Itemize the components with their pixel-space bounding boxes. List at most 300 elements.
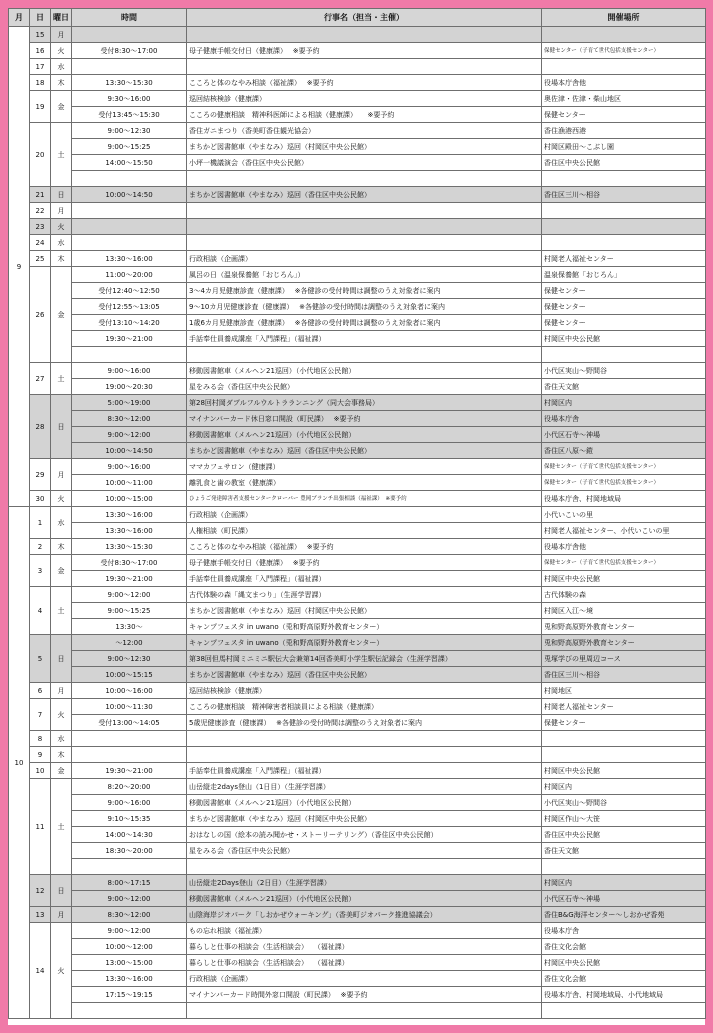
table-row xyxy=(9,635,706,651)
time-cell: 17:15～19:15 xyxy=(72,987,187,1003)
venue-cell: 役場本庁舎 xyxy=(542,411,706,427)
table-row xyxy=(9,267,706,283)
time-cell: 9:00～16:00 xyxy=(72,363,187,379)
table-row xyxy=(9,571,706,587)
event-cell: 移動図書館車（メルヘン21巡回）（小代地区公民館） xyxy=(187,795,542,811)
weekday-cell: 水 xyxy=(51,507,72,539)
event-cell: 行政相談（企画課） xyxy=(187,971,542,987)
table-row xyxy=(9,491,706,507)
month-cell: 10 xyxy=(9,507,30,1019)
table-row xyxy=(9,715,706,731)
time-cell: 13:30～16:00 xyxy=(72,507,187,523)
table-row xyxy=(9,843,706,859)
time-cell: 13:30～16:00 xyxy=(72,523,187,539)
time-cell: 13:30～16:00 xyxy=(72,251,187,267)
table-row xyxy=(9,875,706,891)
event-cell: キャンプフェスタ in uwano（兎和野高原野外教育センター） xyxy=(187,635,542,651)
day-cell: 23 xyxy=(30,219,51,235)
weekday-cell: 火 xyxy=(51,923,72,1019)
time-cell: 10:00～11:00 xyxy=(72,475,187,491)
time-cell: 受付13:10～14:20 xyxy=(72,315,187,331)
table-row xyxy=(9,731,706,747)
time-cell: 10:00～16:00 xyxy=(72,683,187,699)
time-cell: 19:30～21:00 xyxy=(72,331,187,347)
table-row xyxy=(9,555,706,571)
day-cell: 15 xyxy=(30,27,51,43)
event-cell: 人権相談（町民課） xyxy=(187,523,542,539)
day-cell: 30 xyxy=(30,491,51,507)
venue-cell: 香住区中央公民館 xyxy=(542,155,706,171)
table-row xyxy=(9,107,706,123)
venue-cell: 小代区石寺～神場 xyxy=(542,427,706,443)
time-cell: 13:30～15:30 xyxy=(72,75,187,91)
time-cell: 10:00～14:50 xyxy=(72,443,187,459)
table-row xyxy=(9,667,706,683)
venue-cell: 香住B&G海洋センター～しおかぜ香苑 xyxy=(542,907,706,923)
venue-cell: 役場本庁舎、村岡地域局 xyxy=(542,491,706,507)
venue-cell: 兎和野高原野外教育センター xyxy=(542,635,706,651)
venue-cell: 村岡区中央公民館 xyxy=(542,571,706,587)
event-cell: 1歳6カ月児健康診査（健康課） ※各健診の受付時間は調整のうえ対象者に案内 xyxy=(187,315,542,331)
day-cell: 5 xyxy=(30,635,51,683)
venue-cell: 小代区石寺～神場 xyxy=(542,891,706,907)
table-row xyxy=(9,395,706,411)
venue-cell xyxy=(542,219,706,235)
time-cell: 9:00～12:00 xyxy=(72,587,187,603)
event-cell: まちかど図書館車（やまなみ）巡回（村岡区中央公民館） xyxy=(187,811,542,827)
day-cell: 1 xyxy=(30,507,51,539)
venue-cell: 小代区実山～野間谷 xyxy=(542,795,706,811)
venue-cell xyxy=(542,59,706,75)
weekday-cell: 日 xyxy=(51,875,72,907)
weekday-cell: 土 xyxy=(51,587,72,635)
time-cell xyxy=(72,219,187,235)
time-cell: 9:00～12:00 xyxy=(72,427,187,443)
table-row xyxy=(9,331,706,347)
venue-cell: 役場本庁舎他 xyxy=(542,75,706,91)
event-cell: もの忘れ相談（福祉課） xyxy=(187,923,542,939)
weekday-cell: 金 xyxy=(51,91,72,123)
day-cell: 22 xyxy=(30,203,51,219)
day-cell: 14 xyxy=(30,923,51,1019)
day-cell: 17 xyxy=(30,59,51,75)
day-cell: 9 xyxy=(30,747,51,763)
time-cell: 9:00～12:00 xyxy=(72,923,187,939)
day-cell: 12 xyxy=(30,875,51,907)
table-row xyxy=(9,203,706,219)
time-cell: 8:20～20:00 xyxy=(72,779,187,795)
time-cell xyxy=(72,203,187,219)
time-cell: 5:00～19:00 xyxy=(72,395,187,411)
time-cell: 9:00～15:25 xyxy=(72,603,187,619)
venue-cell: 村岡老人福祉センター xyxy=(542,699,706,715)
venue-cell xyxy=(542,235,706,251)
table-row xyxy=(9,27,706,43)
table-row xyxy=(9,315,706,331)
header-day: 日 xyxy=(30,9,51,27)
time-cell: 14:00～14:30 xyxy=(72,827,187,843)
time-cell: 受付13:00～14:05 xyxy=(72,715,187,731)
time-cell: 19:30～21:00 xyxy=(72,763,187,779)
table-row xyxy=(9,891,706,907)
venue-cell: 兎和野高原野外教育センター xyxy=(542,619,706,635)
time-cell: 9:00～16:00 xyxy=(72,459,187,475)
header-event: 行事名（担当・主催） xyxy=(187,9,542,27)
table-row xyxy=(9,987,706,1003)
time-cell xyxy=(72,1003,187,1019)
table-row xyxy=(9,939,706,955)
event-cell: 5歳児健康診査（健康課） ※各健診の受付時間は調整のうえ対象者に案内 xyxy=(187,715,542,731)
time-cell: 9:00～12:00 xyxy=(72,891,187,907)
event-cell: 行政相談（企画課） xyxy=(187,251,542,267)
day-cell: 11 xyxy=(30,779,51,875)
time-cell: 10:00～15:00 xyxy=(72,491,187,507)
weekday-cell: 木 xyxy=(51,747,72,763)
day-cell: 25 xyxy=(30,251,51,267)
day-cell: 18 xyxy=(30,75,51,91)
venue-cell: 保健センター xyxy=(542,107,706,123)
event-cell xyxy=(187,27,542,43)
event-cell: 母子健康手帳交付日（健康課） ※要予約 xyxy=(187,43,542,59)
venue-cell: 村岡区内 xyxy=(542,395,706,411)
venue-cell: 香住区中央公民館 xyxy=(542,827,706,843)
venue-cell: 役場本庁舎 xyxy=(542,923,706,939)
venue-cell: 香住文化会館 xyxy=(542,939,706,955)
table-row xyxy=(9,91,706,107)
time-cell: 13:30～15:30 xyxy=(72,539,187,555)
event-cell: マイナンバーカード時間外窓口開設（町民課） ※要予約 xyxy=(187,987,542,1003)
weekday-cell: 水 xyxy=(51,59,72,75)
day-cell: 27 xyxy=(30,363,51,395)
venue-cell xyxy=(542,171,706,187)
event-cell: 第38回但馬村岡ミニミニ駅伝大会兼第14回香美町小学生駅伝記録会（生涯学習課） xyxy=(187,651,542,667)
event-cell: 山陰海岸ジオパーク「しおかぜウォーキング」（香美町ジオパーク推進協議会） xyxy=(187,907,542,923)
event-cell xyxy=(187,203,542,219)
venue-cell xyxy=(542,747,706,763)
event-cell: 母子健康手帳交付日（健康課） ※要予約 xyxy=(187,555,542,571)
event-cell: 古代体験の森「縄文まつり」（生涯学習課） xyxy=(187,587,542,603)
table-row xyxy=(9,523,706,539)
time-cell xyxy=(72,171,187,187)
table-row xyxy=(9,155,706,171)
event-cell: まちかど図書館車（やまなみ）巡回（村岡区中央公民館） xyxy=(187,139,542,155)
event-cell: 行政相談（企画課） xyxy=(187,507,542,523)
event-cell xyxy=(187,747,542,763)
venue-cell: 村岡区中央公民館 xyxy=(542,331,706,347)
table-row xyxy=(9,539,706,555)
day-cell: 10 xyxy=(30,763,51,779)
event-cell xyxy=(187,347,542,363)
venue-cell: 保健センター xyxy=(542,715,706,731)
event-cell xyxy=(187,731,542,747)
day-cell: 6 xyxy=(30,683,51,699)
table-row xyxy=(9,811,706,827)
time-cell: 10:00～12:00 xyxy=(72,939,187,955)
weekday-cell: 火 xyxy=(51,43,72,59)
table-row xyxy=(9,59,706,75)
table-row xyxy=(9,651,706,667)
event-cell: 香住ガニまつり（香美町香住観光協会） xyxy=(187,123,542,139)
weekday-cell: 日 xyxy=(51,187,72,203)
table-row xyxy=(9,219,706,235)
table-row xyxy=(9,923,706,939)
time-cell: 9:00～15:25 xyxy=(72,139,187,155)
time-cell: 19:00～20:30 xyxy=(72,379,187,395)
event-cell: マイナンバーカード休日窓口開設（町民課） ※要予約 xyxy=(187,411,542,427)
time-cell xyxy=(72,347,187,363)
event-cell xyxy=(187,171,542,187)
weekday-cell: 火 xyxy=(51,219,72,235)
table-row xyxy=(9,139,706,155)
venue-cell: 村岡区作山～大笹 xyxy=(542,811,706,827)
day-cell: 4 xyxy=(30,587,51,635)
event-cell: 移動図書館車（メルヘン21巡回）（小代地区公民館） xyxy=(187,427,542,443)
weekday-cell: 月 xyxy=(51,907,72,923)
table-row xyxy=(9,827,706,843)
time-cell: 10:00～15:15 xyxy=(72,667,187,683)
header-time: 時間 xyxy=(72,9,187,27)
weekday-cell: 土 xyxy=(51,123,72,187)
time-cell xyxy=(72,59,187,75)
table-row xyxy=(9,971,706,987)
table-row xyxy=(9,747,706,763)
day-cell: 3 xyxy=(30,555,51,587)
venue-cell xyxy=(542,27,706,43)
table-row xyxy=(9,683,706,699)
weekday-cell: 月 xyxy=(51,203,72,219)
event-cell: こころと体のなやみ相談（福祉課） ※要予約 xyxy=(187,75,542,91)
event-cell: 巡回結核検診（健康課） xyxy=(187,683,542,699)
venue-cell: 兎塚学びの里周辺コース xyxy=(542,651,706,667)
venue-cell: 保健センター（子育て世代包括支援センター） xyxy=(542,43,706,59)
venue-cell xyxy=(542,731,706,747)
venue-cell: 村岡区入江～境 xyxy=(542,603,706,619)
event-cell: 星をみる会（香住区中央公民館） xyxy=(187,843,542,859)
event-cell: まちかど図書館車（やまなみ）巡回（香住区中央公民館） xyxy=(187,443,542,459)
weekday-cell: 木 xyxy=(51,251,72,267)
venue-cell: 村岡区中央公民館 xyxy=(542,763,706,779)
weekday-cell: 月 xyxy=(51,683,72,699)
time-cell xyxy=(72,27,187,43)
time-cell: 9:30～16:00 xyxy=(72,91,187,107)
event-cell: まちかど図書館車（やまなみ）巡回（香住区中央公民館） xyxy=(187,667,542,683)
day-cell: 20 xyxy=(30,123,51,187)
event-cell: まちかど図書館車（やまなみ）巡回（村岡区中央公民館） xyxy=(187,603,542,619)
table-row xyxy=(9,171,706,187)
event-cell xyxy=(187,235,542,251)
weekday-cell: 木 xyxy=(51,539,72,555)
table-row xyxy=(9,299,706,315)
table-row xyxy=(9,43,706,59)
time-cell: 受付12:40～12:50 xyxy=(72,283,187,299)
table-row xyxy=(9,411,706,427)
venue-cell: 保健センター xyxy=(542,299,706,315)
table-row xyxy=(9,443,706,459)
venue-cell: 奥佐津・佐津・柴山地区 xyxy=(542,91,706,107)
event-cell xyxy=(187,59,542,75)
table-row xyxy=(9,699,706,715)
event-cell: 山岳縦走2days登山（1日目）（生涯学習課） xyxy=(187,779,542,795)
table-row xyxy=(9,507,706,523)
venue-cell: 香住区八原～鎧 xyxy=(542,443,706,459)
venue-cell xyxy=(542,347,706,363)
venue-cell: 保健センター（子育て世代包括支援センター） xyxy=(542,555,706,571)
table-row xyxy=(9,283,706,299)
time-cell: 18:30～20:00 xyxy=(72,843,187,859)
event-cell: 手話奉仕員養成講座「入門課程」（福祉課） xyxy=(187,763,542,779)
time-cell: 9:10～15:35 xyxy=(72,811,187,827)
time-cell: 8:00～17:15 xyxy=(72,875,187,891)
table-row xyxy=(9,475,706,491)
day-cell: 29 xyxy=(30,459,51,491)
time-cell: 13:00～15:00 xyxy=(72,955,187,971)
event-cell: こころの健康相談 精神科医師による相談（健康課） ※要予約 xyxy=(187,107,542,123)
event-cell: 暮らしと仕事の相談会（生活相談会） （福祉課） xyxy=(187,939,542,955)
day-cell: 13 xyxy=(30,907,51,923)
weekday-cell: 土 xyxy=(51,779,72,875)
event-cell xyxy=(187,219,542,235)
time-cell: 11:00～20:00 xyxy=(72,267,187,283)
event-cell: 星をみる会（香住区中央公民館） xyxy=(187,379,542,395)
table-row xyxy=(9,75,706,91)
event-cell: 3～4カ月児健康診査（健康課） ※各健診の受付時間は調整のうえ対象者に案内 xyxy=(187,283,542,299)
venue-cell: 村岡区内 xyxy=(542,875,706,891)
weekday-cell: 日 xyxy=(51,395,72,459)
time-cell: ～12:00 xyxy=(72,635,187,651)
weekday-cell: 月 xyxy=(51,459,72,491)
table-row xyxy=(9,859,706,875)
venue-cell: 村岡区殿田～こぶし園 xyxy=(542,139,706,155)
weekday-cell: 水 xyxy=(51,235,72,251)
venue-cell: 温泉保養館「おじろん」 xyxy=(542,267,706,283)
table-row xyxy=(9,795,706,811)
time-cell xyxy=(72,859,187,875)
table-row xyxy=(9,603,706,619)
venue-cell: 小代いこいの里 xyxy=(542,507,706,523)
event-cell: 巡回結核検診（健康課） xyxy=(187,91,542,107)
event-cell: 9～10カ月児健康診査（健康課） ※各健診の受付時間は調整のうえ対象者に案内 xyxy=(187,299,542,315)
time-cell: 9:00～12:30 xyxy=(72,651,187,667)
day-cell: 2 xyxy=(30,539,51,555)
day-cell: 8 xyxy=(30,731,51,747)
weekday-cell: 木 xyxy=(51,75,72,91)
venue-cell: 村岡地区 xyxy=(542,683,706,699)
venue-cell: 村岡区中央公民館 xyxy=(542,955,706,971)
month-cell: 9 xyxy=(9,27,30,507)
time-cell xyxy=(72,747,187,763)
event-cell: ひょうご発達障害者支援センタークローバー 豊岡ブランチ出張相談（福祉課） ※要予約 xyxy=(187,491,542,507)
header-row xyxy=(9,9,706,27)
event-cell: 手話奉仕員養成講座「入門課程」（福祉課） xyxy=(187,331,542,347)
time-cell: 19:30～21:00 xyxy=(72,571,187,587)
header-venue: 開催場所 xyxy=(542,9,706,27)
weekday-cell: 火 xyxy=(51,699,72,731)
table-row xyxy=(9,619,706,635)
venue-cell: 保健センター xyxy=(542,283,706,299)
event-cell: ママカフェサロン（健康課） xyxy=(187,459,542,475)
weekday-cell: 月 xyxy=(51,27,72,43)
table-row xyxy=(9,363,706,379)
time-cell xyxy=(72,731,187,747)
event-cell: 第28回村岡ダブルフルウルトラランニング（同大会事務局） xyxy=(187,395,542,411)
event-cell: まちかど図書館車（やまなみ）巡回（香住区中央公民館） xyxy=(187,187,542,203)
time-cell: 10:00～14:50 xyxy=(72,187,187,203)
venue-cell: 香住区三川～相谷 xyxy=(542,187,706,203)
time-cell: 受付8:30～17:00 xyxy=(72,555,187,571)
table-row xyxy=(9,427,706,443)
event-cell xyxy=(187,1003,542,1019)
time-cell: 9:00～16:00 xyxy=(72,795,187,811)
table-row xyxy=(9,379,706,395)
venue-cell: 小代区実山～野間谷 xyxy=(542,363,706,379)
day-cell: 24 xyxy=(30,235,51,251)
schedule-body xyxy=(9,27,706,1019)
venue-cell: 役場本庁舎、村岡地域局、小代地域局 xyxy=(542,987,706,1003)
venue-cell: 香住文化会館 xyxy=(542,971,706,987)
event-cell: 暮らしと仕事の相談会（生活相談会） （福祉課） xyxy=(187,955,542,971)
header-month: 月 xyxy=(9,9,30,27)
venue-cell xyxy=(542,203,706,219)
day-cell: 21 xyxy=(30,187,51,203)
event-cell: キャンプフェスタ in uwano（兎和野高原野外教育センター） xyxy=(187,619,542,635)
weekday-cell: 金 xyxy=(51,763,72,779)
time-cell: 8:30～12:00 xyxy=(72,907,187,923)
venue-cell: 香住漁港西港 xyxy=(542,123,706,139)
venue-cell: 村岡区内 xyxy=(542,779,706,795)
schedule-sheet xyxy=(8,8,705,1025)
weekday-cell: 水 xyxy=(51,731,72,747)
venue-cell: 役場本庁舎他 xyxy=(542,539,706,555)
weekday-cell: 金 xyxy=(51,267,72,363)
event-cell: 移動図書館車（メルヘン21巡回）（小代地区公民館） xyxy=(187,891,542,907)
table-row xyxy=(9,587,706,603)
time-cell: 13:30～ xyxy=(72,619,187,635)
header-weekday: 曜日 xyxy=(51,9,72,27)
weekday-cell: 金 xyxy=(51,555,72,587)
event-cell: こころの健康相談 精神障害者相談員による相談（健康課） xyxy=(187,699,542,715)
venue-cell: 村岡老人福祉センター、小代いこいの里 xyxy=(542,523,706,539)
time-cell: 13:30～16:00 xyxy=(72,971,187,987)
table-row xyxy=(9,347,706,363)
venue-cell: 香住天文館 xyxy=(542,379,706,395)
event-cell: 山岳縦走2Days登山（2日目）（生涯学習課） xyxy=(187,875,542,891)
day-cell: 26 xyxy=(30,267,51,363)
event-cell: 風呂の日（温泉保養館「おじろん」） xyxy=(187,267,542,283)
weekday-cell: 火 xyxy=(51,491,72,507)
weekday-cell: 日 xyxy=(51,635,72,683)
event-cell: 手話奉仕員養成講座「入門課程」（福祉課） xyxy=(187,571,542,587)
time-cell: 14:00～15:50 xyxy=(72,155,187,171)
weekday-cell: 土 xyxy=(51,363,72,395)
table-row xyxy=(9,251,706,267)
time-cell: 受付12:55～13:05 xyxy=(72,299,187,315)
day-cell: 19 xyxy=(30,91,51,123)
venue-cell xyxy=(542,859,706,875)
event-cell: 小坪一機議演会（香住区中央公民館） xyxy=(187,155,542,171)
venue-cell: 保健センター（子育て世代包括支援センター） xyxy=(542,475,706,491)
time-cell xyxy=(72,235,187,251)
table-row xyxy=(9,1003,706,1019)
table-row xyxy=(9,235,706,251)
venue-cell: 保健センター（子育て世代包括支援センター） xyxy=(542,459,706,475)
time-cell: 8:30～12:00 xyxy=(72,411,187,427)
day-cell: 7 xyxy=(30,699,51,731)
table-row xyxy=(9,955,706,971)
table-row xyxy=(9,907,706,923)
day-cell: 16 xyxy=(30,43,51,59)
table-row xyxy=(9,763,706,779)
venue-cell: 香住区三川～相谷 xyxy=(542,667,706,683)
